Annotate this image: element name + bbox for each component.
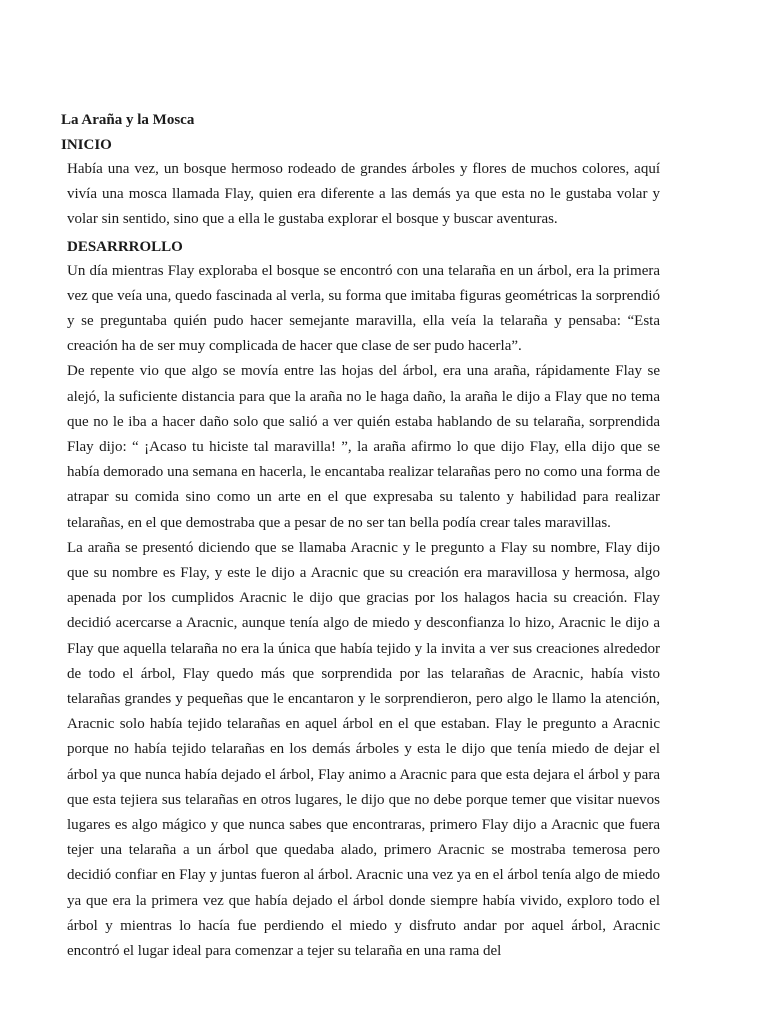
document-page [61, 108, 660, 964]
document-title: La Araña y la Mosca [61, 112, 195, 128]
paragraph-desarrollo-2: De repente vio que algo se movía entre las hojas del árbol, era una araña, rápidamente Flay se alejó, la suficiente distancia para que la araña no le haga daño, la araña le dijo a Flay que no tema que no le iba a hacer daño solo que salió a ver quién estaba hablando de su telaraña, sorprendida Flay dijo: “ ¡Acaso tu hiciste tal maravilla! ”, la araña afirmo lo que dijo Flay, ella dijo que se había demorado una semana en hacerla, le encantaba realizar telarañas pero no como una forma de atrapar su comida sino como un arte en el que expresaba su talento y habilidad para realizar telarañas, en el que demostraba que a pesar de no ser tan bella podía crear tales maravillas. [67, 363, 660, 531]
paragraph-inicio: Había una vez, un bosque hermoso rodeado de grandes árboles y flores de muchos colores, aquí vivía una mosca llamada Flay, quien era diferente a las demás ya que esta no le gustaba volar y volar sin sentido, sino que a ella le gustaba explorar el bosque y buscar aventuras. [67, 161, 660, 228]
paragraph-desarrollo-3: La araña se presentó diciendo que se llamaba Aracnic y le pregunto a Flay su nombre, Flay dijo que su nombre es Flay, y este le dijo a Aracnic que su creación era maravillosa y hermosa, algo apenada por los cumplidos Aracnic le dijo que gracias por los halagos hacia su creación. Flay decidió acercarse a Aracnic, aunque tenía algo de miedo y desconfianza lo hizo, Aracnic le dijo a Flay que aquella telaraña no era la única que había tejido y la invita a ver sus creaciones alrededor de todo el árbol, Flay quedo más que sorprendida por las telarañas de Aracnic, había visto telarañas grandes y pequeñas que le encantaron y le sorprendieron, pero algo le llamo la atención, Aracnic solo había tejido telarañas en aquel árbol en el que estaban. Flay le pregunto a Aracnic porque no había tejido telarañas en los demás árboles y esta le dijo que tenía miedo de dejar el árbol ya que nunca había dejado el árbol, Flay animo a Aracnic para que esta dejara el árbol y para que esta tejiera sus telarañas en otros lugares, le dijo que no debe porque temer que visitar nuevos lugares es algo mágico y que nunca sabes que encontraras, primero Flay dijo a Aracnic que fuera tejer una telaraña a un árbol que quedaba alado, primero Aracnic se mostraba temerosa pero decidió confiar en Flay y juntas fueron al árbol. Aracnic una vez ya en el árbol tenía algo de miedo ya que era la primera vez que había dejado el árbol donde siempre había vivido, exploro todo el árbol y mientras lo hacía fue perdiendo el miedo y disfruto andar por aquel árbol, Aracnic encontró el lugar ideal para comenzar a tejer su telaraña en una rama del [67, 539, 660, 960]
section-heading-desarrollo: DESARRROLLO [67, 238, 183, 255]
section-heading-inicio: INICIO [61, 137, 112, 153]
paragraph-desarrollo-1: Un día mientras Flay exploraba el bosque se encontró con una telaraña en un árbol, era la primera vez que veía una, quedo fascinada al verla, su forma que imitaba figuras geométricas la sorprendió y se preguntaba quién pudo hacer semejante maravilla, ella veía la telaraña y pensaba: “Esta creación ha de ser muy complicada de hacer que clase de ser pudo hacerla”. [67, 262, 660, 355]
